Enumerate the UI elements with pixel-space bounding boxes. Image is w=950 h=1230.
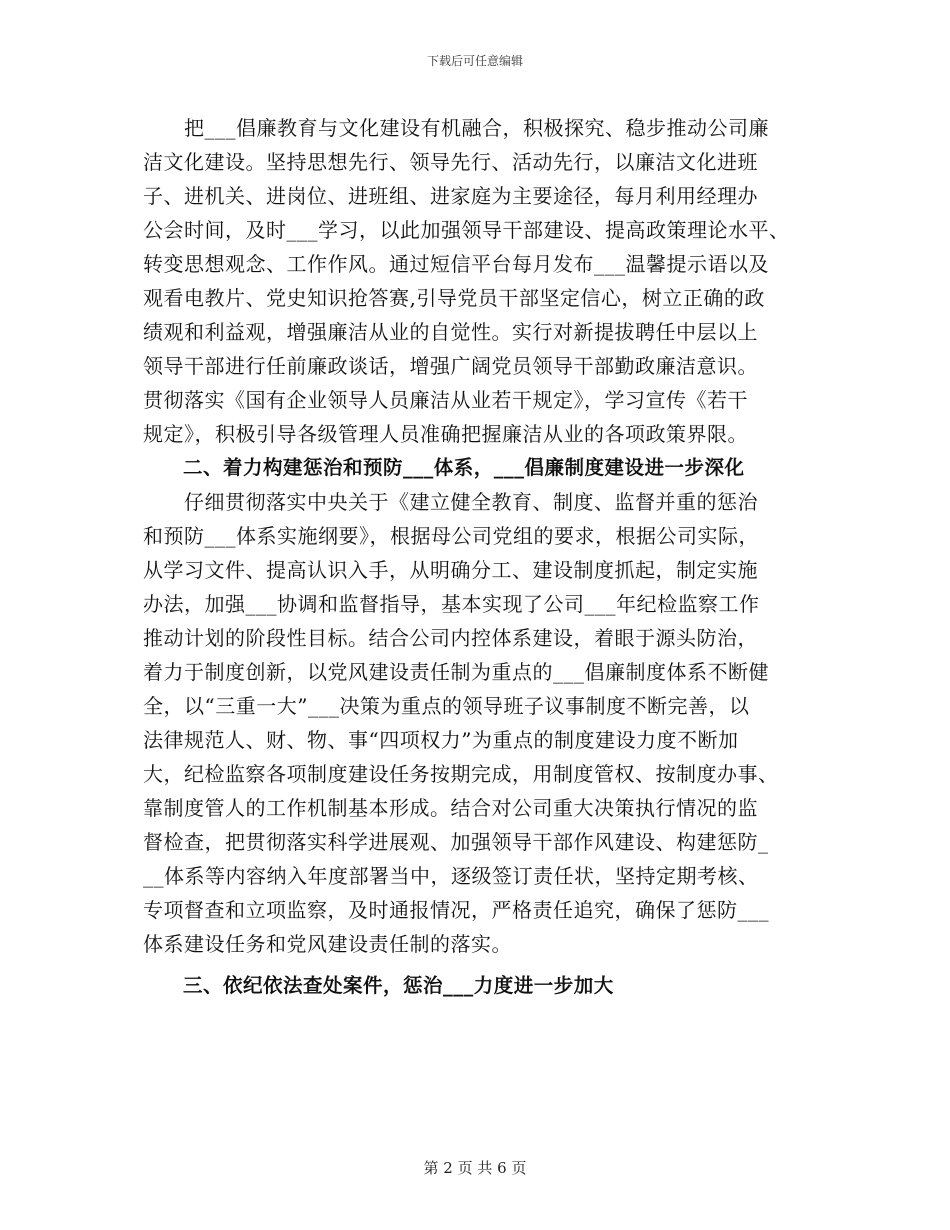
document-body bbox=[143, 111, 813, 1003]
text-line: 观看电教片、党史知识抢答赛,引导党员干部坚定信心，树立正确的政 bbox=[143, 286, 765, 310]
text-line: 规定》，积极引导各级管理人员准确把握廉洁从业的各项政策界限。 bbox=[143, 422, 748, 446]
text-line: 推动计划的阶段性目标。结合公司内控体系建设，着眼于源头防治， bbox=[143, 626, 758, 650]
text-line: 把___倡廉教育与文化建设有机融合，积极探究、稳步推动公司廉 bbox=[143, 116, 769, 140]
section-heading-2: 二、着力构建惩治和预防___体系，___倡廉制度建设进一步深化 bbox=[143, 456, 745, 479]
text-line: 贯彻落实《国有企业领导人员廉洁从业若干规定》，学习宣传《若干 bbox=[143, 388, 748, 412]
text-line: 转变思想观念、工作作风。通过短信平台每月发布___温馨提示语以及 bbox=[143, 252, 769, 276]
text-line: 大，纪检监察各项制度建设任务按期完成，用制度管权、按制度办事、 bbox=[143, 762, 779, 786]
text-line: 全，以“三重一大”___决策为重点的领导班子议事制度不断完善，以 bbox=[143, 694, 750, 718]
paragraph-system-building bbox=[143, 485, 813, 961]
text-line: 领导干部进行任前廉政谈话，增强广阔党员领导干部勤政廉洁意识。 bbox=[143, 354, 758, 378]
text-line: 绩观和利益观，增强廉洁从业的自觉性。实行对新提拔聘任中层以上 bbox=[143, 320, 758, 344]
text-line: __体系等内容纳入年度部署当中，逐级签订责任状，坚持定期考核、 bbox=[143, 864, 759, 888]
text-line: 督检查，把贯彻落实科学进展观、加强领导干部作风建设、构建惩防_ bbox=[143, 830, 769, 854]
text-line: 法律规范人、财、物、事“四项权力”为重点的制度建设力度不断加 bbox=[143, 728, 739, 752]
text-line: 洁文化建设。坚持思想先行、领导先行、活动先行，以廉洁文化进班 bbox=[143, 150, 758, 174]
text-line: 靠制度管人的工作机制基本形成。结合对公司重大决策执行情况的监 bbox=[143, 796, 758, 820]
text-line: 仔细贯彻落实中央关于《建立健全教育、制度、监督并重的惩治 bbox=[143, 490, 758, 514]
text-line: 和预防___体系实施纲要》，根据母公司党组的要求，根据公司实际， bbox=[143, 524, 759, 548]
text-line: 体系建设任务和党风建设责任制的落实。 bbox=[143, 932, 512, 956]
section-heading-3: 三、依纪依法查处案件，惩治___力度进一步加大 bbox=[143, 974, 614, 997]
paragraph-culture-building bbox=[143, 111, 813, 451]
text-line: 着力于制度创新，以党风建设责任制为重点的___倡廉制度体系不断健 bbox=[143, 660, 769, 684]
spacer bbox=[143, 961, 813, 969]
text-line: 办法，加强___协调和监督指导，基本实现了公司___年纪检监察工作 bbox=[143, 592, 760, 616]
page-footer: 第 2 页 共 6 页 bbox=[423, 1159, 527, 1177]
text-line: 子、进机关、进岗位、进班组、进家庭为主要途径，每月利用经理办 bbox=[143, 184, 758, 208]
text-line: 专项督查和立项监察，及时通报情况，严格责任追究，确保了惩防___ bbox=[143, 898, 769, 922]
text-line: 从学习文件、提高认识入手，从明确分工、建设制度抓起，制定实施 bbox=[143, 558, 758, 582]
page-header: 下载后可任意编辑 bbox=[426, 54, 523, 68]
text-line: 公会时间，及时___学习，以此加强领导干部建设、提高政策理论水平、 bbox=[143, 218, 790, 242]
